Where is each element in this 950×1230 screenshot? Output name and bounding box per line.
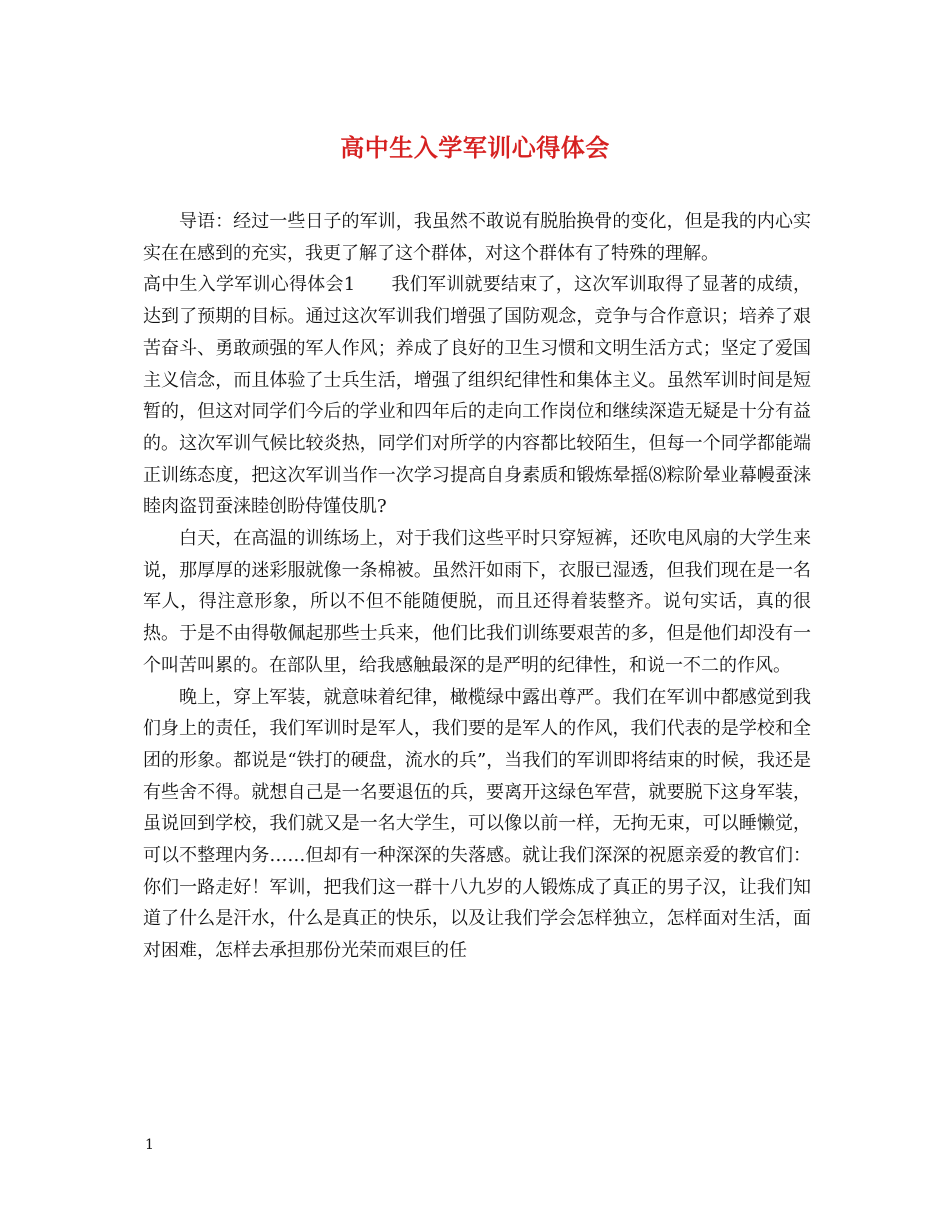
- document-title: 高中生入学军训心得体会: [340, 133, 610, 162]
- intro-paragraph: 导语：经过一些日子的军训，我虽然不敢说有脱胎换骨的变化，但是我的内心实实在在感到的充实，我更了解了这个群体，对这个群体有了特殊的理解。: [143, 211, 811, 264]
- page-number: 1: [145, 1137, 154, 1153]
- section-paragraph-1: [143, 269, 811, 523]
- section-heading: 高中生入学军训心得体会1: [143, 274, 356, 296]
- paragraph-2: 白天，在高温的训练场上，对于我们这些平时只穿短裤，还吹电风扇的大学生来说，那厚厚的迷彩服就像一条棉被。虽然汗如雨下，衣服已湿透，但我们现在是一名军人，得注意形象，所以不但不能随便脱，而且还得着装整齐。说句实话，真的很热。于是不由得敬佩起那些士兵来，他们比我们训练要艰苦的多，但是他们却没有一个叫苦叫累的。在部队里，给我感触最深的是严明的纪律性，和说一不二的作风。: [143, 528, 811, 676]
- paragraph-3: 晚上，穿上军装，就意味着纪律，橄榄绿中露出尊严。我们在军训中都感觉到我们身上的责任，我们军训时是军人，我们要的是军人的作风，我们代表的是学校和全团的形象。都说是“铁打的硬盘，流水的兵”，当我们的军训即将结束的时候，我还是有些舍不得。就想自己是一名要退伍的兵，要离开这绿色军营，就要脱下这身军装，虽说回到学校，我们就又是一名大学生，可以像以前一样，无拘无束，可以睡懒觉，可以不整理内务……但却有一种深深的失落感。就让我们深深的祝愿亲爱的教官们：你们一路走好！军训，把我们这一群十八九岁的人锻炼成了真正的男子汉，让我们知道了什么是汗水，什么是真正的快乐，以及让我们学会怎样独立，怎样面对生活，面对困难，怎样去承担那份光荣而艰巨的任: [143, 686, 811, 962]
- document-body: [143, 206, 811, 967]
- paragraph-1-text: 我们军训就要结束了，这次军训取得了显著的成绩，达到了预期的目标。通过这次军训我们增强了国防观念，竞争与合作意识；培养了艰苦奋斗、勇敢顽强的军人作风；养成了良好的卫生习惯和文明生活方式；坚定了爱国主义信念，而且体验了士兵生活，增强了组织纪律性和集体主义。虽然军训时间是短暂的，但这对同学们今后的学业和四年后的走向工作岗位和继续深造无疑是十分有益的。这次军训气候比较炎热，同学们对所学的内容都比较陌生，但每一个同学都能端正训练态度，把这次军训当作一次学习提高自身素质和锻炼晕摇⑻粽阶晕业幕幔蚕涞睦肉盗罚蚕涞睦创盼侍馑伎肌?: [143, 274, 811, 518]
